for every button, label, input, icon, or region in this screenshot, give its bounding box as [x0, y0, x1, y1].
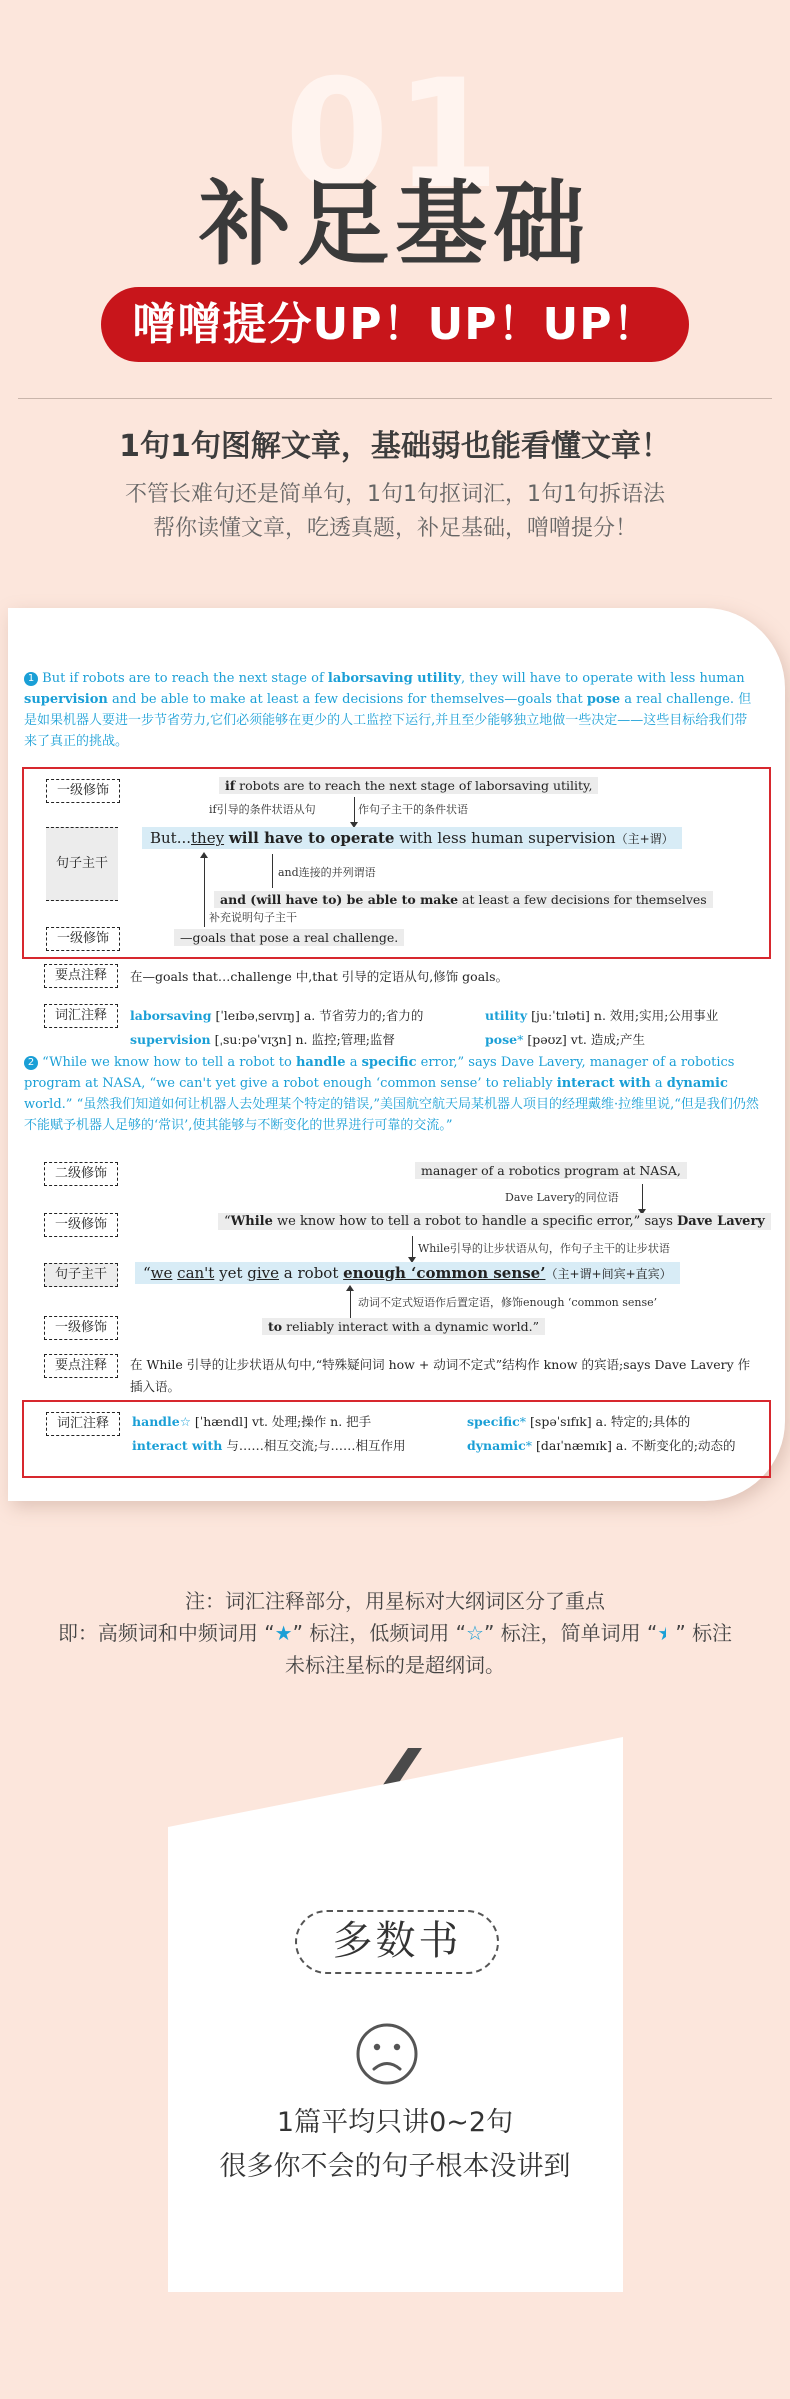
arrow [350, 1290, 351, 1318]
while-word: While [230, 1214, 273, 1229]
vocab-phonetic: [ˈhændl] [194, 1414, 248, 1429]
label-main: 句子主干 [44, 1263, 118, 1287]
main-clause-2 [135, 1262, 680, 1284]
vocab-phonetic: [ˈleɪbəˌseɪvɪŋ] [215, 1008, 300, 1023]
main-verb: will have to operate [228, 829, 395, 847]
vocab-label: 词汇注释 [46, 1412, 120, 1436]
sentence-number-badge: 1 [24, 672, 38, 686]
main-but: But... [150, 829, 192, 847]
s1-text: a real challenge. [620, 692, 735, 707]
s2-text: world.” [24, 1097, 73, 1112]
to-rest: reliably interact with a dynamic world.” [282, 1319, 539, 1334]
description [0, 478, 790, 546]
vocab-meaning: a. 节省劳力的;省力的 [303, 1008, 424, 1023]
background-number: 01 [284, 48, 506, 222]
s1-translation: 但是如果机器人要进一步节省劳力,它们必须能够在更少的人工监控下运行,并且至少能够独立地做一些决定——这些目标给我们带来了真正的挑战。 [24, 692, 752, 749]
vocab-phonetic: [juːˈtɪləti] [531, 1008, 590, 1023]
key-notes-label: 要点注释 [44, 964, 118, 988]
main-text: a robot [279, 1264, 344, 1282]
and-clause [214, 891, 713, 908]
vocab-meaning: n. 监控;管理;监督 [295, 1032, 395, 1047]
vocab-word: handle [132, 1414, 180, 1429]
key-notes-text: 在—goals that…challenge 中,that 引导的定语从句,修饰 goals。 [130, 969, 509, 984]
notes-line-2 [0, 1617, 790, 1649]
main-tag: （主+谓+间宾+直宾） [545, 1267, 672, 1281]
vocab-meaning: vt. 处理;操作 n. 把手 [251, 1414, 372, 1429]
s2-keyword: handle [295, 1055, 346, 1070]
s2-text: “While we know how to tell a robot to [42, 1055, 296, 1070]
and-note: and连接的并列谓语 [278, 866, 376, 879]
key-notes-text: 在 While 引导的让步状语从句中,“特殊疑问词 how + 动词不定式”结构作 know 的宾语;says Dave Lavery 作插入语。 [130, 1357, 751, 1394]
to-phrase [262, 1318, 545, 1335]
if-note-right: 作句子主干的条件状语 [358, 803, 468, 816]
while-clause [218, 1213, 771, 1230]
speaker: Dave Lavery [677, 1214, 765, 1229]
divider [18, 398, 772, 399]
main-text: yet [214, 1264, 248, 1282]
main-rest: with less human supervision [394, 829, 616, 847]
label-level1: 一级修饰 [46, 927, 120, 951]
star-icon: * [517, 1032, 524, 1047]
main-subject: we [150, 1264, 173, 1282]
label-level1: 一级修饰 [44, 1316, 118, 1340]
main-verb-aux: can't [177, 1264, 215, 1282]
label-level1: 一级修饰 [44, 1213, 118, 1237]
notes-text: ” 标注 [675, 1621, 733, 1645]
vocab-meaning: n. 效用;实用;公用事业 [593, 1008, 719, 1023]
vocab-phonetic: [daɪˈnæmɪk] [536, 1438, 612, 1453]
notes-line-1: 注：词汇注释部分，用星标对大纲词区分了重点 [185, 1589, 605, 1613]
s1-keyword: supervision [24, 692, 108, 707]
s1-text: and be able to make at least a few decisions for themselves—goals that [107, 692, 587, 707]
banner-slogan: 噌噌提分UP！UP！UP！ [101, 287, 689, 362]
star-icon: ☆ [179, 1414, 191, 1429]
if-note-left: if引导的条件状语从句 [209, 803, 316, 816]
subtitle: 1句1句图解文章，基础弱也能看懂文章！ [119, 429, 671, 464]
manager-note: Dave Lavery的同位语 [505, 1191, 619, 1204]
star-legend-notes [0, 1585, 790, 1681]
vocab-phonetic: [spəˈsɪfɪk] [530, 1414, 592, 1429]
s2-keyword: interact with [556, 1076, 651, 1091]
arrow [412, 1236, 413, 1258]
star-icon: * [525, 1438, 533, 1453]
if-word: if [225, 778, 236, 793]
arrow [354, 797, 355, 823]
while-note: While引导的让步状语从句，作句子主干的让步状语 [418, 1242, 670, 1255]
s1-keyword: laborsaving utility [327, 671, 462, 686]
main-tag: （主+谓） [615, 832, 674, 846]
arrow [204, 857, 205, 927]
vocab-word: dynamic [467, 1438, 526, 1453]
vocab-word: pose [485, 1032, 518, 1047]
s2-keyword: specific [361, 1055, 417, 1070]
vocab-word: specific [467, 1414, 520, 1429]
vocab-box-2 [22, 1400, 771, 1478]
notes-text: ” 标注，低频词用 “ [292, 1621, 467, 1645]
diagram-1-box [22, 767, 771, 959]
s2-text: error,” says Dave Lavery, manager of a robotics program at NASA, “we can't yet give a robot enough ‘common sense’ to reliably [24, 1055, 735, 1091]
main-clause [142, 827, 682, 849]
if-rest: robots are to reach the next stage of laborsaving utility, [235, 778, 593, 793]
and-rest: at least a few decisions for themselves [458, 892, 707, 907]
main-verb: give [247, 1264, 280, 1282]
bottom-line-1: 1篇平均只讲0~2句 [276, 2107, 514, 2138]
if-clause [219, 777, 598, 794]
description-line-1: 不管长难句还是简单句，1句1句抠词汇，1句1句拆语法 [125, 482, 665, 507]
sad-face-icon [355, 2022, 419, 2086]
to-note: 动词不定式短语作后置定语，修饰enough ‘common sense’ [358, 1296, 658, 1309]
notes-line-3: 未标注星标的是超纲词。 [285, 1653, 505, 1677]
to-word: to [268, 1319, 283, 1334]
quote: “ [224, 1214, 231, 1229]
key-notes-label: 要点注释 [44, 1354, 118, 1378]
supplement-note: 补充说明句子主干 [209, 911, 297, 924]
s2-keyword: dynamic [666, 1076, 728, 1091]
vocab-meaning: a. 特定的;具体的 [595, 1414, 691, 1429]
main-object: enough ‘common sense’ [343, 1264, 546, 1282]
while-rest: we know how to tell a robot to handle a specific error,” says [272, 1214, 678, 1229]
sentence-2 [24, 1052, 759, 1136]
page-title: 补足基础 [198, 171, 591, 278]
s1-text: , they will have to operate with less human [461, 671, 745, 686]
description-line-2: 帮你读懂文章，吃透真题，补足基础，噌噌提分！ [152, 516, 637, 541]
vocab-word: laborsaving [130, 1008, 212, 1023]
manager-phrase: manager of a robotics program at NASA, [415, 1162, 687, 1179]
arrow [642, 1184, 643, 1210]
comparison-panel [168, 1737, 623, 2292]
label-level1: 一级修饰 [46, 779, 120, 803]
main-subject: they [191, 829, 225, 847]
notes-text: ” 标注，简单词用 “ [483, 1621, 658, 1645]
label-level2: 二级修饰 [44, 1162, 118, 1186]
vocab-meaning: 与……相互交流;与……相互作用 [226, 1438, 406, 1453]
and-verb: and (will have to) be able to make [220, 892, 459, 907]
s2-translation: “虽然我们知道如何让机器人去处理某个特定的错误,”美国航空航天局某机器人项目的经理戴维·拉维里说,“但是我们仍然不能赋予机器人足够的‘常识’,使其能够与不断变化的世界进行可靠的交流。” [24, 1097, 759, 1133]
vocab-phonetic: [ˌsuːpəˈvɪʒn] [214, 1032, 292, 1047]
label-main: 句子主干 [46, 827, 118, 901]
bottom-line-2: 很多你不会的句子根本没讲到 [219, 2151, 571, 2182]
vocab-meaning: vt. 造成;产生 [570, 1032, 646, 1047]
vocab-phonetic: [pəʊz] [527, 1032, 567, 1047]
solid-star-icon: ★ [274, 1621, 293, 1645]
notes-text: 即：高频词和中频词用 “ [57, 1621, 275, 1645]
vocab-word: utility [485, 1008, 528, 1023]
hollow-star-icon: ☆ [466, 1621, 484, 1645]
s2-text: a [345, 1055, 362, 1070]
vocab-word: supervision [130, 1032, 211, 1047]
vocab-meaning: a. 不断变化的;动态的 [615, 1438, 736, 1453]
half-star-icon: ★ [657, 1621, 676, 1645]
sentence-number-badge: 2 [24, 1056, 38, 1070]
goals-phrase: —goals that pose a real challenge. [174, 929, 404, 946]
connector-line [272, 854, 273, 888]
vocab-word: interact with [132, 1438, 223, 1453]
s1-text: But if robots are to reach the next stage of [42, 671, 328, 686]
quote: “ [143, 1264, 151, 1282]
other-books-pill: 多数书 [295, 1910, 499, 1974]
s1-keyword: pose [586, 692, 621, 707]
vocab-list-2 [132, 1410, 762, 1458]
vocab-label: 词汇注释 [44, 1004, 118, 1028]
sentence-1 [24, 668, 759, 752]
vocab-list-1 [130, 1004, 760, 1052]
star-icon: * [519, 1414, 527, 1429]
s2-text: a [650, 1076, 667, 1091]
